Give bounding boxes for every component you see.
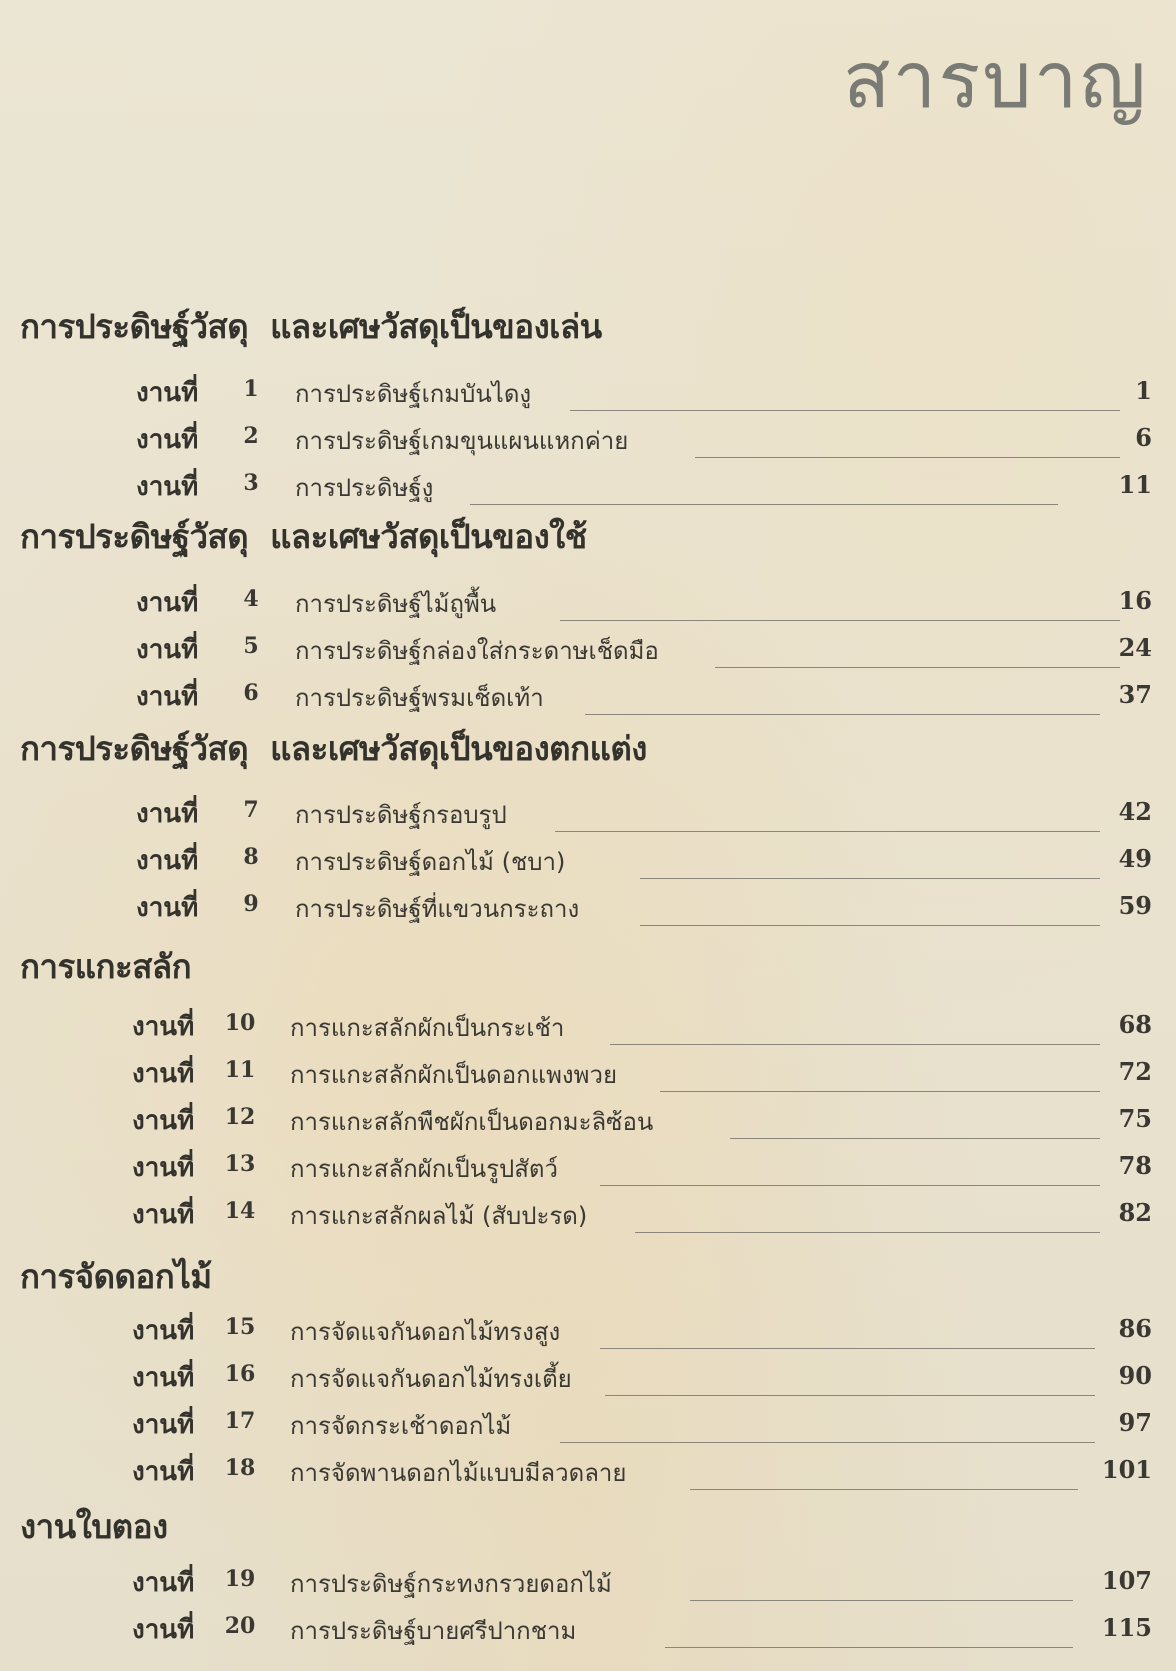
leader-line [640,925,1100,926]
entry-title[interactable]: การประดิษฐ์ดอกไม้ (ชบา) [295,848,566,876]
entry-title[interactable]: การประดิษฐ์บายศรีปากชาม [290,1617,577,1645]
entry-number: 5 [243,633,259,659]
entry-label: งานที่ [132,1059,195,1089]
entry-number: 11 [224,1057,256,1083]
leader-line [600,1185,1100,1186]
entry-label: งานที่ [136,635,199,665]
entry-label: งานที่ [136,846,199,876]
leader-line [560,620,1120,621]
entry-number: 7 [243,797,259,823]
entry-number: 12 [224,1104,256,1130]
toc-entry[interactable] [0,1147,1176,1193]
entry-title[interactable]: การแกะสลักพืชผักเป็นดอกมะลิซ้อน [290,1108,654,1136]
toc-entry[interactable] [0,1451,1176,1497]
entry-title[interactable]: การจัดกระเช้าดอกไม้ [290,1412,512,1440]
leader-line [695,457,1120,458]
entry-title[interactable]: การประดิษฐ์พรมเช็ดเท้า [295,684,544,712]
toc-entry[interactable] [0,1562,1176,1608]
entry-label: งานที่ [132,1615,195,1645]
entry-title[interactable]: การประดิษฐ์ไม้ถูพื้น [295,590,497,618]
toc-entry[interactable] [0,1609,1176,1655]
entry-number: 4 [243,586,259,612]
leader-line [570,410,1120,411]
leader-line [690,1489,1078,1490]
page-number[interactable]: 1 [1135,376,1152,405]
entry-label: งานที่ [136,378,199,408]
entry-title[interactable]: การจัดแจกันดอกไม้ทรงเตี้ย [290,1365,572,1393]
toc-entry[interactable] [0,1310,1176,1356]
section-heading: การประดิษฐ์วัสดุ และเศษวัสดุเป็นของใช้ [20,517,587,556]
section-heading: การแกะสลัก [20,947,192,986]
page-number[interactable]: 97 [1118,1408,1152,1437]
entry-number: 8 [243,844,259,870]
leader-line [585,714,1100,715]
page-number[interactable]: 75 [1118,1104,1152,1133]
page-number[interactable]: 115 [1101,1613,1152,1642]
entry-number: 19 [224,1566,256,1592]
page-number[interactable]: 90 [1118,1361,1152,1390]
entry-number: 6 [243,680,259,706]
toc-entry[interactable] [0,676,1176,722]
toc-entry[interactable] [0,1404,1176,1450]
entry-label: งานที่ [136,425,199,455]
entry-title[interactable]: การประดิษฐ์กรอบรูป [295,801,507,829]
entry-number: 20 [224,1613,256,1639]
leader-line [605,1395,1095,1396]
page-number[interactable]: 6 [1135,423,1152,452]
entry-label: งานที่ [132,1012,195,1042]
entry-number: 1 [243,376,259,402]
leader-line [730,1138,1100,1139]
page-number[interactable]: 72 [1118,1057,1152,1086]
leader-line [635,1232,1100,1233]
toc-entry[interactable] [0,887,1176,933]
leader-line [555,831,1100,832]
section-heading: งานใบตอง [20,1507,168,1546]
page-number[interactable]: 59 [1118,891,1152,920]
leader-line [560,1442,1095,1443]
toc-entry[interactable] [0,793,1176,839]
toc-entry[interactable] [0,582,1176,628]
toc-entry[interactable] [0,372,1176,418]
toc-entry[interactable] [0,419,1176,465]
entry-label: งานที่ [136,799,199,829]
entry-label: งานที่ [136,893,199,923]
entry-label: งานที่ [132,1316,195,1346]
leader-line [690,1600,1073,1601]
entry-label: งานที่ [132,1410,195,1440]
entry-label: งานที่ [132,1568,195,1598]
toc-entry[interactable] [0,1100,1176,1146]
section-heading: การประดิษฐ์วัสดุ และเศษวัสดุเป็นของเล่น [20,307,602,346]
section-heading: การประดิษฐ์วัสดุ และเศษวัสดุเป็นของตกแต่ง [20,729,647,768]
entry-title[interactable]: การประดิษฐ์กล่องใส่กระดาษเช็ดมือ [295,637,659,665]
entry-label: งานที่ [136,682,199,712]
entry-number: 17 [224,1408,256,1434]
page-number[interactable]: 78 [1118,1151,1152,1180]
entry-label: งานที่ [132,1106,195,1136]
entry-title[interactable]: การแกะสลักผักเป็นกระเช้า [290,1014,565,1042]
toc-entry[interactable] [0,1006,1176,1052]
entry-title[interactable]: การประดิษฐ์งู [295,474,434,502]
entry-title[interactable]: การจัดแจกันดอกไม้ทรงสูง [290,1318,561,1346]
toc-entry[interactable] [0,1194,1176,1240]
entry-title[interactable]: การประดิษฐ์เกมบันไดงู [295,380,532,408]
page-number[interactable]: 49 [1118,844,1152,873]
toc-entry[interactable] [0,840,1176,886]
page-number[interactable]: 24 [1118,633,1152,662]
entry-number: 18 [224,1455,256,1481]
entry-number: 14 [224,1198,256,1224]
page-number[interactable]: 11 [1118,470,1152,499]
leader-line [660,1091,1100,1092]
leader-line [600,1348,1095,1349]
page-number[interactable]: 68 [1118,1010,1152,1039]
entry-title[interactable]: การแกะสลักผักเป็นรูปสัตว์ [290,1155,558,1183]
toc-entry[interactable] [0,629,1176,675]
page-number[interactable]: 42 [1118,797,1152,826]
entry-title[interactable]: การแกะสลักผลไม้ (สับปะรด) [290,1202,588,1230]
entry-number: 16 [224,1361,256,1387]
toc-entry[interactable] [0,466,1176,512]
leader-line [665,1647,1073,1648]
page-number[interactable]: 101 [1101,1455,1152,1484]
toc-entry[interactable] [0,1053,1176,1099]
entry-title[interactable]: การจัดพานดอกไม้แบบมีลวดลาย [290,1459,627,1487]
entry-number: 15 [224,1314,256,1340]
entry-label: งานที่ [132,1153,195,1183]
entry-number: 9 [243,891,259,917]
leader-line [470,504,1058,505]
entry-number: 3 [243,470,259,496]
entry-number: 10 [224,1010,256,1036]
page-title: สารบาญ [842,36,1148,126]
entry-number: 13 [224,1151,256,1177]
leader-line [640,878,1100,879]
entry-label: งานที่ [132,1457,195,1487]
page-number[interactable]: 82 [1118,1198,1152,1227]
entry-title[interactable]: การประดิษฐ์เกมขุนแผนแหกค่าย [295,427,629,455]
section-heading: การจัดดอกไม้ [20,1257,212,1296]
bleed-through-text [20,0,520,200]
entry-label: งานที่ [132,1363,195,1393]
page-number[interactable]: 86 [1118,1314,1152,1343]
page-number[interactable]: 16 [1118,586,1152,615]
entry-label: งานที่ [132,1200,195,1230]
entry-title[interactable]: การประดิษฐ์กระทงกรวยดอกไม้ [290,1570,612,1598]
page-number[interactable]: 107 [1101,1566,1152,1595]
entry-title[interactable]: การแกะสลักผักเป็นดอกแพงพวย [290,1061,618,1089]
toc-entry[interactable] [0,1357,1176,1403]
entry-label: งานที่ [136,588,199,618]
entry-label: งานที่ [136,472,199,502]
entry-title[interactable]: การประดิษฐ์ที่แขวนกระถาง [295,895,580,923]
page-number[interactable]: 37 [1118,680,1152,709]
leader-line [610,1044,1100,1045]
entry-number: 2 [243,423,259,449]
leader-line [715,667,1120,668]
